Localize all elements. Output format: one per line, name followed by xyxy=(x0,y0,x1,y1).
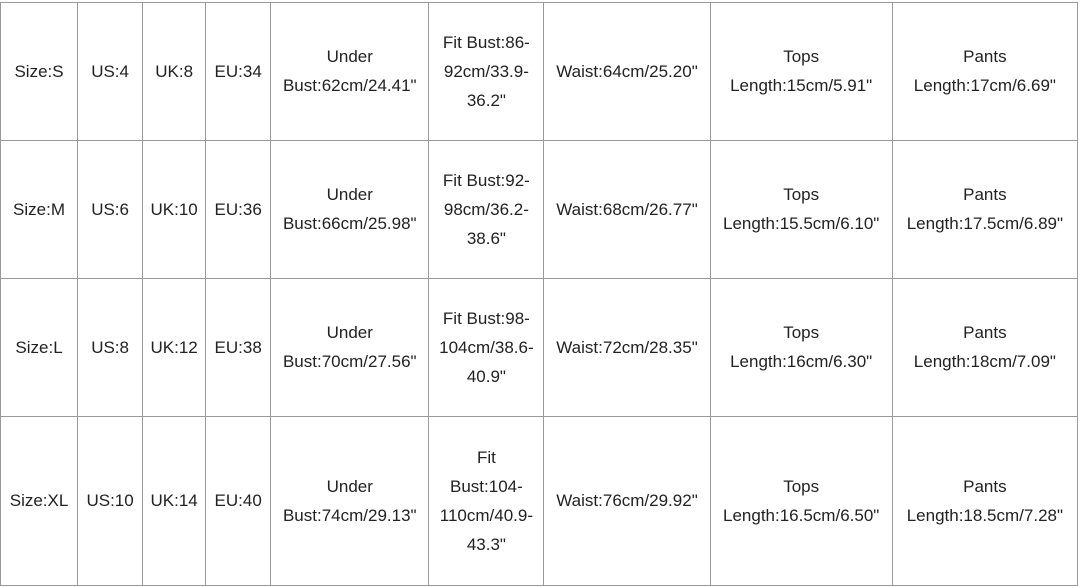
under-bust-line: Under xyxy=(326,476,373,496)
under-bust-line: Under xyxy=(326,323,373,343)
table-row xyxy=(1,416,1078,585)
under-bust-line: Bust:74cm/29.13" xyxy=(282,505,417,525)
us-size-cell: US:4 xyxy=(78,3,143,141)
fit-bust-cell xyxy=(429,278,544,416)
under-bust-cell xyxy=(271,140,429,278)
uk-size-cell: UK:10 xyxy=(143,140,206,278)
us-size-cell: US:8 xyxy=(78,278,143,416)
under-bust-line: Bust:66cm/25.98" xyxy=(282,214,417,234)
tops-length-line: Tops xyxy=(783,476,820,496)
fit-bust-line: 92cm/33.9- xyxy=(443,61,529,81)
waist-cell: Waist:76cm/29.92" xyxy=(544,416,710,585)
under-bust-line: Under xyxy=(326,47,373,67)
pants-length-line: Length:17.5cm/6.89" xyxy=(906,214,1064,234)
fit-bust-line: 98cm/36.2- xyxy=(443,199,529,219)
tops-length-line: Length:15.5cm/6.10" xyxy=(723,214,880,234)
fit-bust-line: Fit Bust:86- xyxy=(442,32,530,52)
waist-cell: Waist:68cm/26.77" xyxy=(544,140,710,278)
tops-length-cell xyxy=(710,416,892,585)
tops-length-cell xyxy=(710,140,892,278)
tops-length-line: Length:16cm/6.30" xyxy=(730,352,873,372)
fit-bust-cell xyxy=(429,140,544,278)
uk-size-cell: UK:12 xyxy=(143,278,206,416)
under-bust-line: Under xyxy=(326,185,373,205)
tops-length-cell xyxy=(710,278,892,416)
size-cell: Size:M xyxy=(1,140,78,278)
tops-length-line: Length:16.5cm/6.50" xyxy=(723,505,880,525)
uk-size-cell: UK:14 xyxy=(143,416,206,585)
fit-bust-line: 43.3" xyxy=(466,534,506,554)
tops-length-line: Length:15cm/5.91" xyxy=(730,76,873,96)
fit-bust-line: Fit xyxy=(476,447,496,467)
uk-size-cell: UK:8 xyxy=(143,3,206,141)
fit-bust-line: 110cm/40.9- xyxy=(439,505,533,525)
fit-bust-line: Fit Bust:92- xyxy=(442,170,530,190)
tops-length-line: Tops xyxy=(783,323,820,343)
table-row xyxy=(1,3,1078,141)
table-row xyxy=(1,278,1078,416)
under-bust-cell xyxy=(271,3,429,141)
fit-bust-cell xyxy=(429,416,544,585)
tops-length-line: Tops xyxy=(783,185,820,205)
waist-cell: Waist:64cm/25.20" xyxy=(544,3,710,141)
pants-length-line: Pants xyxy=(963,323,1007,343)
us-size-cell: US:10 xyxy=(78,416,143,585)
under-bust-line: Bust:70cm/27.56" xyxy=(282,352,417,372)
pants-length-line: Pants xyxy=(963,185,1007,205)
fit-bust-line: 36.2" xyxy=(466,90,506,110)
tops-length-line: Tops xyxy=(783,47,820,67)
size-cell: Size:XL xyxy=(1,416,78,585)
fit-bust-line: 38.6" xyxy=(466,228,506,248)
under-bust-cell xyxy=(271,416,429,585)
eu-size-cell: EU:38 xyxy=(206,278,271,416)
eu-size-cell: EU:40 xyxy=(206,416,271,585)
fit-bust-cell xyxy=(429,3,544,141)
under-bust-line: Bust:62cm/24.41" xyxy=(282,76,417,96)
pants-length-cell xyxy=(892,278,1077,416)
us-size-cell: US:6 xyxy=(78,140,143,278)
pants-length-cell xyxy=(892,416,1077,585)
under-bust-cell xyxy=(271,278,429,416)
eu-size-cell: EU:36 xyxy=(206,140,271,278)
pants-length-cell xyxy=(892,140,1077,278)
pants-length-cell xyxy=(892,3,1077,141)
pants-length-line: Length:17cm/6.69" xyxy=(913,76,1056,96)
tops-length-cell xyxy=(710,3,892,141)
size-cell: Size:L xyxy=(1,278,78,416)
pants-length-line: Length:18.5cm/7.28" xyxy=(906,505,1064,525)
fit-bust-line: Fit Bust:98- xyxy=(442,308,530,328)
size-chart-table xyxy=(0,2,1078,586)
pants-length-line: Pants xyxy=(963,476,1007,496)
fit-bust-line: Bust:104- xyxy=(450,476,523,496)
size-cell: Size:S xyxy=(1,3,78,141)
waist-cell: Waist:72cm/28.35" xyxy=(544,278,710,416)
pants-length-line: Pants xyxy=(963,47,1007,67)
table-row xyxy=(1,140,1078,278)
fit-bust-line: 40.9" xyxy=(466,366,506,386)
pants-length-line: Length:18cm/7.09" xyxy=(913,352,1056,372)
eu-size-cell: EU:34 xyxy=(206,3,271,141)
fit-bust-line: 104cm/38.6- xyxy=(439,337,534,357)
